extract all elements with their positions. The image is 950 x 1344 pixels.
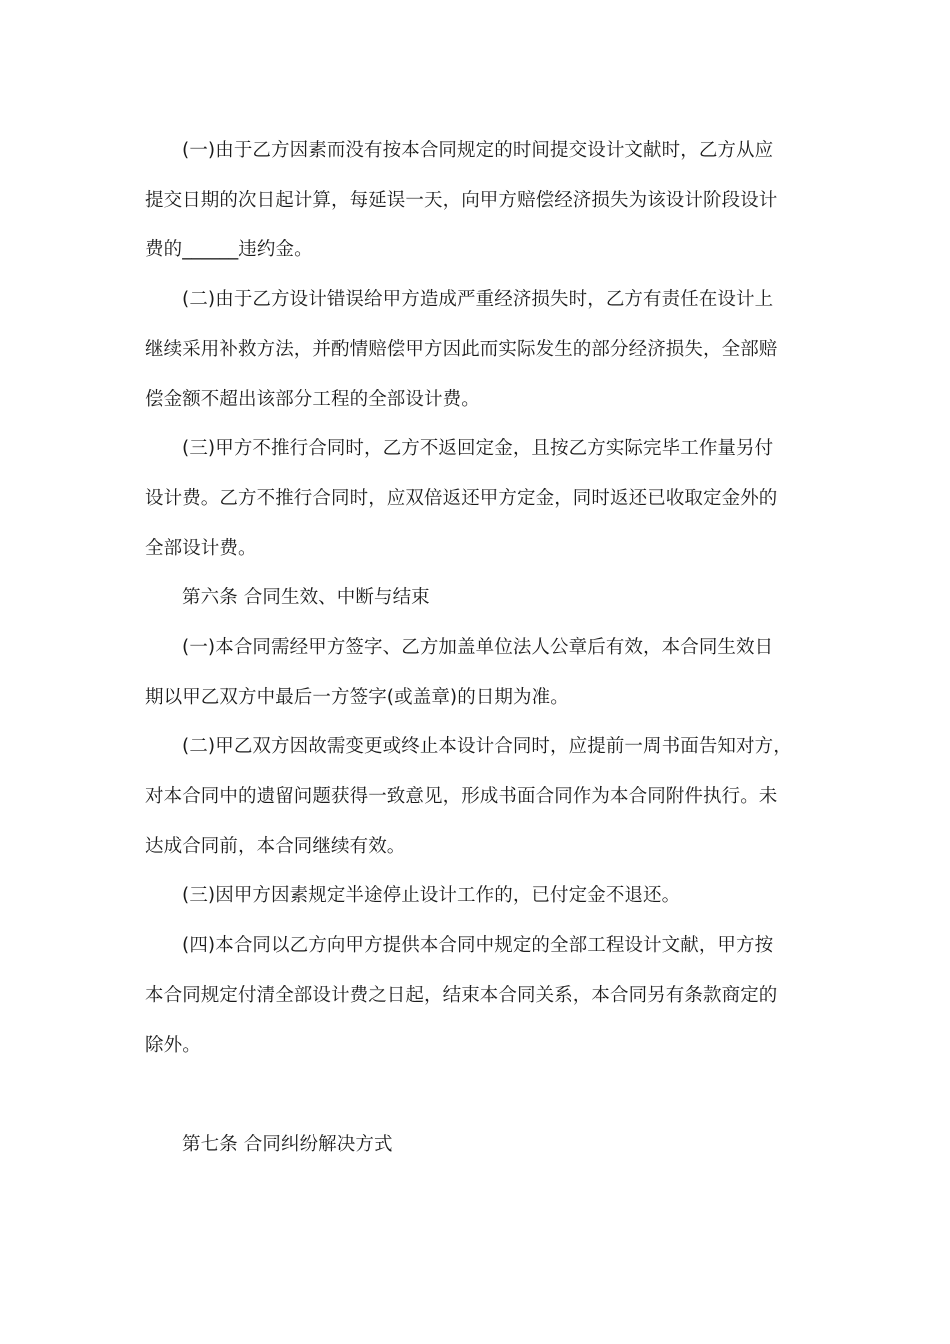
clause-5-3-line-2: 设计费。乙方不推行合同时，应双倍返还甲方定金，同时返还已收取定金外的	[145, 488, 778, 509]
clause-6-1-line-1: (一)本合同需经甲方签字、乙方加盖单位法人公章后有效，本合同生效日	[182, 637, 774, 658]
clause-6-2-line-3: 达成合同前，本合同继续有效。	[145, 836, 406, 857]
clause-6-4-line-1: (四)本合同以乙方向甲方提供本合同中规定的全部工程设计文献，甲方按	[182, 935, 774, 956]
article-6-heading: 第六条 合同生效、中断与结束	[182, 587, 430, 608]
clause-6-4-line-2: 本合同规定付清全部设计费之日起，结束本合同关系，本合同另有条款商定的	[145, 985, 778, 1006]
clause-5-2-line-3: 偿金额不超出该部分工程的全部设计费。	[145, 389, 480, 410]
clause-5-3-line-1: (三)甲方不推行合同时，乙方不返回定金，且按乙方实际完毕工作量另付	[182, 438, 774, 459]
clause-5-1-line-2: 提交日期的次日起计算，每延误一天，向甲方赔偿经济损失为该设计阶段设计	[145, 190, 778, 211]
clause-6-3-line-1: (三)因甲方因素规定半途停止设计工作的，已付定金不退还。	[182, 885, 681, 906]
clause-5-3-line-3: 全部设计费。	[145, 538, 257, 559]
clause-5-2-line-2: 继续采用补救方法，并酌情赔偿甲方因此而实际发生的部分经济损失，全部赔	[145, 339, 778, 360]
clause-6-2-line-2: 对本合同中的遗留问题获得一致意见，形成书面合同作为本合同附件执行。未	[145, 786, 778, 807]
clause-6-1-line-2: 期以甲乙双方中最后一方签字(或盖章)的日期为准。	[145, 687, 569, 708]
clause-5-1-line-3: 费的______违约金。	[145, 239, 313, 260]
clause-5-2-line-1: (二)由于乙方设计错误给甲方造成严重经济损失时，乙方有责任在设计上	[182, 289, 774, 310]
article-7-heading: 第七条 合同纠纷解决方式	[182, 1134, 393, 1155]
clause-6-4-line-3: 除外。	[145, 1035, 201, 1056]
clause-6-2-line-1: (二)甲乙双方因故需变更或终止本设计合同时，应提前一周书面告知对方，	[182, 736, 792, 757]
clause-5-1-line-1: (一)由于乙方因素而没有按本合同规定的时间提交设计文献时，乙方从应	[182, 140, 774, 161]
